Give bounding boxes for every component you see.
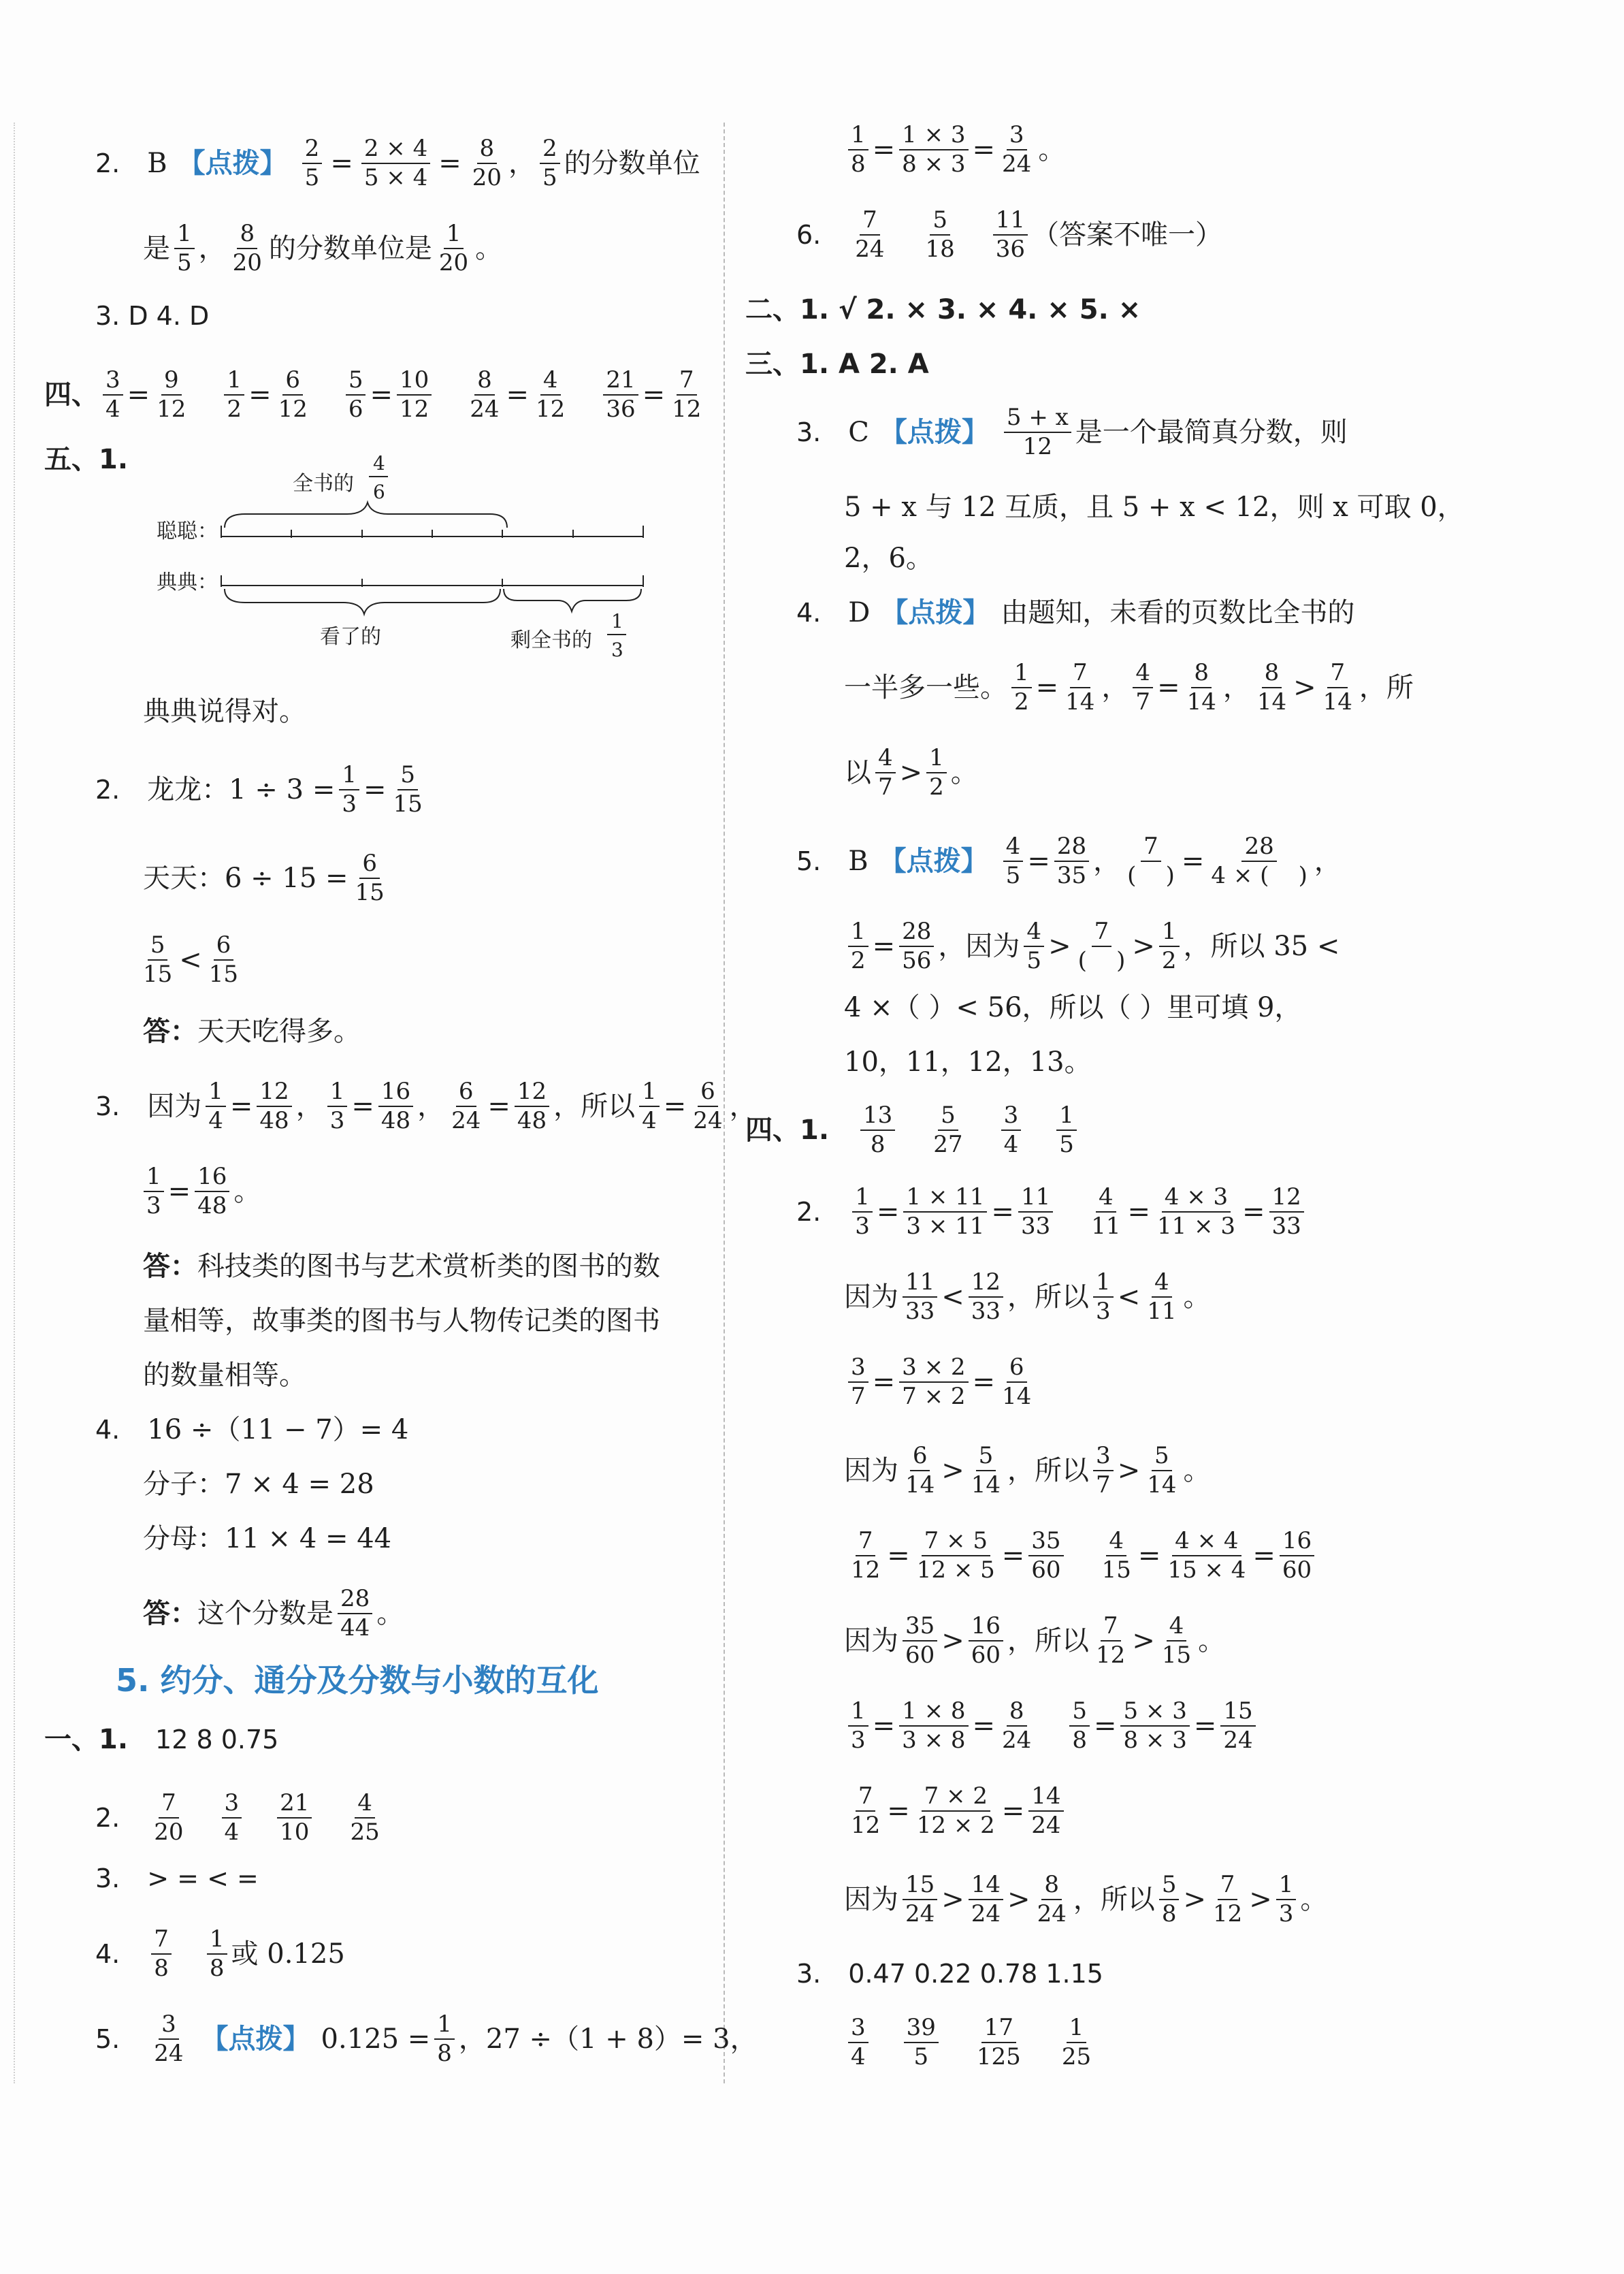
left-q2-line2: 是 1 5 ， 8 20 的分数单位是 1 20 。 xyxy=(143,220,503,277)
svg-text:典典：: 典典： xyxy=(157,571,218,594)
left-q2-line1: 2. B 【点拨】 $\frac{2}{5}$ = $\frac{2 \times 4}{5 \times 4}$ = $\frac{8}{20}$ ， 2 5 的分数单位 xyxy=(95,135,700,192)
right-q2-because-2: 因为 6 14 > 5 14 ， 所以 3 7 > 5 14 。 xyxy=(844,1442,1211,1499)
left-sec4: 四、 3 4 = 9 12 1 2 = 6 12 5 6 = 10 12 8 24 = 4 12 21 36 = 7 12 xyxy=(44,366,702,423)
left-s2: 2. 7 20 3 4 21 10 4 25 xyxy=(95,1789,380,1846)
right-q3-line1: 3. C 【点拨】 5 + x 12 是一个最简真分数，则 xyxy=(796,404,1348,461)
left-p3-line1: 3. 因为 1 4 = 12 48 ， 1 3 = 16 48 ， 6 24 = 12 48 ， 所以 1 4 = 6 24 ， xyxy=(95,1078,757,1135)
left-s5: 5. 3 24 【点拨】 0.125 = $\frac{1}{8}$ ，27 ÷（1 + 8）= 3， xyxy=(95,2011,758,2068)
left-p2-line2: 天天：6 ÷ 15 = $\frac{6}{15}$ xyxy=(143,850,385,907)
svg-text:4: 4 xyxy=(373,452,385,475)
right-sec2: 二、1. √ 2. × 3. × 4. × 5. × xyxy=(745,294,1141,325)
top-brace xyxy=(225,502,507,528)
left-diandian: 典典说得对。 xyxy=(143,696,306,727)
section-heading: 5. 约分、通分及分数与小数的互化 xyxy=(116,1662,599,1699)
left-p4-line3: 分母：11 × 4 = 44 xyxy=(143,1523,392,1554)
left-p3-line2: 1 3 = 16 48 。 xyxy=(140,1164,261,1219)
left-p4-line2: 分子：7 × 4 = 28 xyxy=(143,1469,374,1500)
right-q2-because-1: 因为 11 33 < 12 33 ， 所以 1 3 < 4 11 。 xyxy=(844,1268,1211,1326)
left-p2-answer: 答： 天天吃得多。 xyxy=(143,1016,361,1047)
right-q2-line3: 3 7 = 3 × 2 7 × 2 = 6 14 xyxy=(844,1355,1038,1410)
right-q2-line1: 2. 1 3 = 1 × 11 3 × 11 = 11 33 4 11 = 4 × 3 11 × 3 = 12 33 xyxy=(796,1185,1308,1240)
svg-text:3: 3 xyxy=(611,639,623,661)
svg-text:聪聪：: 聪聪： xyxy=(157,519,218,543)
left-p4-answer: 答： 这个分数是 28 44 。 xyxy=(143,1585,404,1642)
right-q4-line1: 4. D 【点拨】 由题知，未看的页数比全书的 xyxy=(796,597,1355,628)
right-q4-line2: 一半多一些。 1 2 = 7 14 ， 4 7 = 8 14 ， 8 14 > 7 14 ， 所 xyxy=(844,659,1414,716)
right-q2-because-3: 因为 35 60 > 16 60 ， 所以 7 12 > 4 15 。 xyxy=(844,1612,1226,1669)
right-q5-line1: 5. B 【点拨】 4 5 = 28 35 ， 7 ( ) = 28 4 × ( ) ， xyxy=(796,833,1342,890)
right-q5-line3: 4 ×（ ）< 56，所以（ ）里可填 9， xyxy=(844,992,1302,1023)
right-q3-vals: 3. 0.47 0.22 0.78 1.15 xyxy=(796,1959,1103,1989)
svg-text:剩全书的: 剩全书的 xyxy=(510,628,592,652)
left-p3-answer: 答： 科技类的图书与艺术赏析类的图书的数 xyxy=(143,1251,660,1282)
right-q5-line4: 10，11，12，13。 xyxy=(844,1046,1092,1078)
reading-diagram xyxy=(157,381,715,667)
svg-text:1: 1 xyxy=(611,610,623,632)
svg-text:6: 6 xyxy=(373,481,385,503)
left-s1: 一、1. 12 8 0.75 xyxy=(44,1724,279,1755)
right-q3-line2: 5 + x 与 12 互质，且 5 + x < 12，则 x 可取 0， xyxy=(844,492,1465,523)
right-top-line: 1 8 = 1 × 3 8 × 3 = 3 24 。 xyxy=(844,123,1065,178)
left-p3-answer-3: 的数量相等。 xyxy=(143,1360,306,1391)
right-q2-because-4: 因为 15 24 > 14 24 > 8 24 ， 所以 5 8 > 7 12 > 1 3 。 xyxy=(844,1871,1328,1928)
left-p2-line1: 2. 龙龙：1 ÷ 3 = $\frac{1}{3}$ = 5 15 xyxy=(95,761,423,818)
right-q2-line5: 7 12 = 7 × 5 12 × 5 = 35 60 4 15 = 4 × 4 15 × 4 = 16 60 xyxy=(844,1528,1318,1584)
left-p2-compare: 5 15 < 6 15 xyxy=(143,931,239,989)
left-sec5: 五、1. xyxy=(44,444,129,475)
right-q2-line8: 7 12 = 7 × 2 12 × 2 = 14 24 xyxy=(844,1784,1068,1839)
left-s3: 3. > = < = xyxy=(95,1863,259,1893)
right-q5-line2: 1 2 = 28 56 ， 因为 4 5 > 7 ( ) > 1 2 ， 所以 35 < xyxy=(844,919,1339,974)
right-q3-fracs: 3 4 39 5 17 125 1 25 xyxy=(844,2015,1098,2070)
left-p3-answer-2: 量相等，故事类的图书与人物传记类的图书 xyxy=(143,1305,660,1336)
right-q4-line3: 以 4 7 > 1 2 。 xyxy=(844,744,978,801)
right-sec3: 三、1. A 2. A xyxy=(745,349,929,380)
right-q3-line3: 2，6。 xyxy=(844,543,933,574)
hint-tag: 【点拨】 xyxy=(178,148,287,180)
svg-text:看了的: 看了的 xyxy=(320,625,381,649)
right-sec4: 四、1. 13 8 5 27 3 4 1 5 xyxy=(745,1103,1081,1158)
page-edge-line xyxy=(14,123,15,2083)
right-q2-line7: 1 3 = 1 × 8 3 × 8 = 8 24 5 8 = 5 × 3 8 × 3 = 15 24 xyxy=(844,1699,1260,1754)
left-p4-line1: 4. 16 ÷（11 − 7）= 4 xyxy=(95,1414,409,1445)
svg-text:全书的: 全书的 xyxy=(293,472,354,496)
right-q6: 6. 7 24 5 18 11 36 （答案不唯一） xyxy=(796,206,1223,263)
left-q3: 3. D 4. D xyxy=(95,301,210,331)
left-s4: 4. 7 8 1 8 或 0.125 xyxy=(95,1925,345,1983)
